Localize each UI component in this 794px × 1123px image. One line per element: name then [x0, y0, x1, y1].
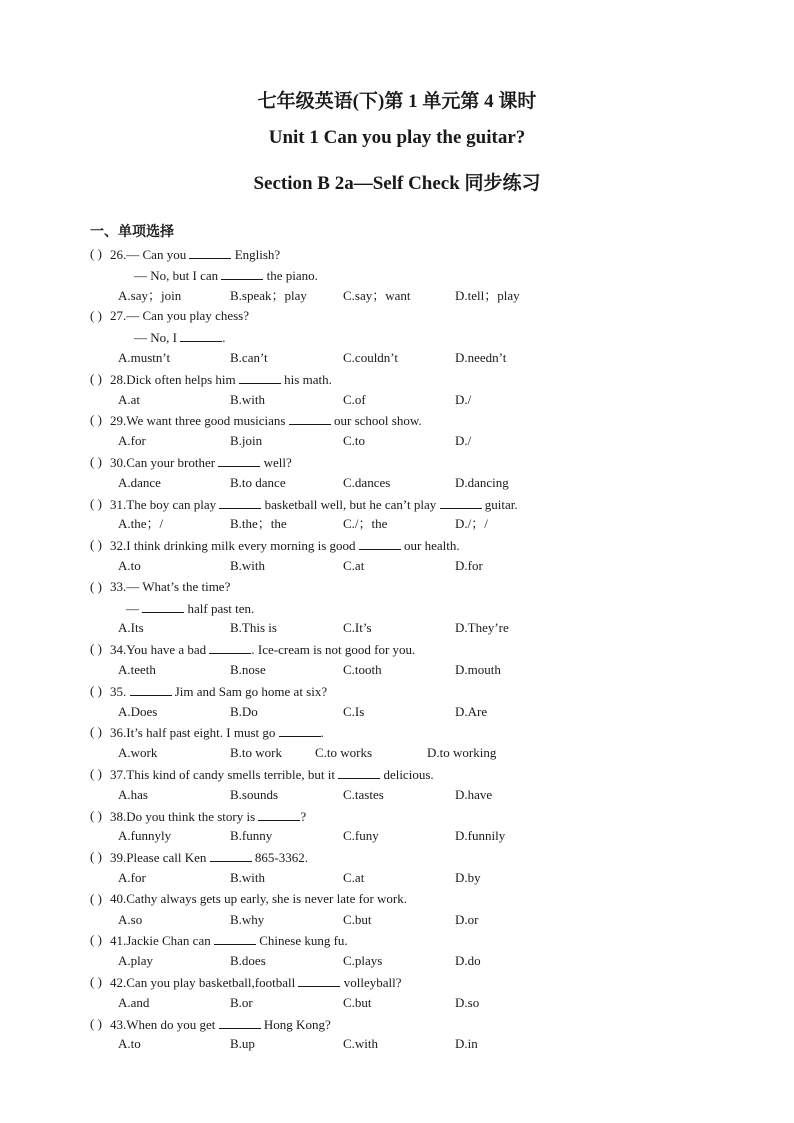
answer-bracket[interactable]: ( ): [90, 807, 102, 823]
question-stem: [110, 974, 401, 991]
answer-option[interactable]: D.have: [455, 786, 493, 802]
answer-option[interactable]: A.to: [118, 558, 141, 573]
answer-blank: [298, 974, 340, 987]
answer-option[interactable]: D.for: [455, 558, 483, 573]
question-stem: [110, 308, 249, 324]
question-stem: [110, 766, 434, 783]
answer-option[interactable]: D.in: [455, 1036, 478, 1052]
answer-blank: [218, 454, 260, 467]
answer-option[interactable]: C.funy: [343, 828, 379, 844]
answer-option[interactable]: C.of: [343, 391, 366, 407]
answer-option[interactable]: A.work: [118, 745, 158, 761]
answer-option[interactable]: B.with: [230, 558, 266, 573]
answer-option[interactable]: B.This is: [230, 620, 277, 636]
answer-option[interactable]: A.for: [118, 433, 146, 449]
stem-text: 43.When do you get: [110, 1016, 219, 1032]
answer-option[interactable]: D.funnily: [455, 828, 506, 844]
answer-option[interactable]: A.for: [118, 870, 146, 885]
stem-text: 40.Cathy always gets up early, she is never late for work.: [110, 890, 407, 906]
answer-option[interactable]: B.up: [230, 1036, 255, 1052]
stem-text: delicious.: [380, 767, 434, 782]
reply-text: half past ten.: [184, 600, 255, 616]
answer-blank: [210, 849, 252, 862]
stem-text: .: [320, 725, 324, 741]
answer-option[interactable]: D.so: [455, 994, 480, 1010]
answer-bracket[interactable]: ( ): [90, 849, 102, 865]
stem-text: 31.The boy can play: [110, 496, 220, 512]
answer-blank: [189, 246, 231, 259]
stem-text: volleyball?: [340, 975, 402, 990]
answer-option[interactable]: C.It’s: [343, 620, 372, 636]
answer-bracket[interactable]: ( ): [90, 578, 102, 594]
answer-option[interactable]: D.They’re: [455, 620, 509, 636]
answer-blank: [221, 267, 263, 280]
answer-option[interactable]: A.teeth: [118, 662, 156, 677]
answer-option[interactable]: B.to dance: [230, 474, 286, 490]
answer-option[interactable]: C.but: [343, 911, 372, 927]
answer-bracket[interactable]: ( ): [90, 308, 102, 324]
answer-blank: [219, 1016, 261, 1029]
answer-option[interactable]: B.does: [230, 953, 266, 969]
answer-option[interactable]: A.has: [118, 786, 148, 802]
reply-text: — No, I: [134, 330, 181, 346]
answer-bracket[interactable]: ( ): [90, 1015, 102, 1031]
answer-bracket[interactable]: ( ): [90, 932, 102, 948]
answer-bracket[interactable]: ( ): [90, 412, 102, 428]
answer-blank: [214, 932, 256, 945]
answer-option[interactable]: B.funny: [230, 828, 273, 844]
answer-option[interactable]: C.couldn’t: [343, 350, 399, 365]
answer-blank: [219, 496, 261, 509]
answer-option[interactable]: A.at: [118, 391, 141, 407]
answer-option[interactable]: B.sounds: [230, 786, 279, 802]
answer-option[interactable]: A.say；join: [118, 287, 182, 303]
answer-option[interactable]: C.to: [343, 433, 366, 449]
answer-option[interactable]: D.Are: [455, 703, 488, 719]
answer-option[interactable]: B.the；the: [230, 516, 287, 532]
answer-option[interactable]: B.nose: [230, 662, 266, 677]
answer-option[interactable]: A.play: [118, 953, 154, 969]
answer-option[interactable]: A.Does: [118, 703, 158, 719]
stem-text: 39.Please call Ken: [110, 850, 210, 866]
stem-text: his math.: [280, 371, 332, 387]
stem-text: guitar.: [481, 496, 518, 512]
answer-option[interactable]: B.why: [230, 911, 265, 927]
answer-blank: [279, 724, 321, 737]
answer-option[interactable]: D./: [455, 391, 472, 407]
answer-option[interactable]: B.Do: [230, 703, 258, 719]
answer-blank: [359, 537, 401, 550]
stem-text: well?: [260, 455, 292, 470]
answer-blank: [142, 600, 184, 613]
question-stem: [110, 808, 306, 825]
answer-option[interactable]: B.with: [230, 391, 266, 407]
answer-option[interactable]: D.do: [455, 953, 481, 969]
answer-option[interactable]: C.at: [343, 558, 365, 573]
unit-title: Unit 1 Can you play the guitar?: [268, 127, 526, 148]
stem-text: . Ice-cream is not good for you.: [251, 642, 416, 658]
answer-option[interactable]: B.speak；play: [230, 287, 307, 303]
answer-blank: [258, 808, 300, 821]
answer-option[interactable]: B.to work: [230, 745, 282, 761]
reply-text: the piano.: [263, 267, 318, 283]
reply-text: — No, but I can: [134, 267, 222, 283]
section-title: Section B 2a—Self Check 同步练习: [253, 173, 541, 194]
answer-blank: [289, 412, 331, 425]
stem-text: 34.You have a bad: [110, 642, 210, 658]
answer-option[interactable]: C.but: [343, 994, 372, 1010]
section-heading: 一、单项选择: [90, 225, 174, 240]
stem-text: our school show.: [330, 413, 422, 429]
stem-text: 27.— Can you play chess?: [110, 308, 250, 324]
answer-option[interactable]: A.so: [118, 911, 143, 927]
answer-bracket[interactable]: ( ): [90, 495, 102, 511]
stem-text: Jim and Sam go home at six?: [171, 683, 328, 699]
dialog-reply: [126, 600, 254, 617]
question-stem: [110, 683, 327, 700]
question-stem: [110, 932, 348, 949]
question-stem: [110, 641, 415, 658]
stem-text: English?: [231, 247, 281, 262]
question-stem: [110, 724, 324, 741]
answer-option[interactable]: D.dancing: [455, 474, 509, 490]
answer-option[interactable]: C.with: [343, 1036, 379, 1052]
question-stem: [110, 537, 460, 554]
answer-option[interactable]: D.to working: [427, 745, 497, 761]
question-stem: [110, 849, 308, 866]
answer-option[interactable]: B.can’t: [230, 350, 268, 365]
answer-bracket[interactable]: ( ): [90, 370, 102, 386]
answer-option[interactable]: C.to works: [315, 745, 373, 761]
answer-option[interactable]: A.to: [118, 1036, 141, 1052]
stem-text: 32.I think drinking milk every morning is good: [110, 538, 359, 554]
answer-option[interactable]: A.Its: [118, 620, 144, 636]
stem-text: 28.Dick often helps him: [110, 371, 239, 387]
answer-option[interactable]: D./: [455, 433, 472, 449]
answer-option[interactable]: C.Is: [343, 703, 365, 719]
dialog-reply: [134, 329, 225, 346]
answer-option[interactable]: C./；the: [343, 516, 388, 532]
reply-text: —: [126, 600, 143, 616]
answer-option[interactable]: D.needn’t: [455, 350, 507, 365]
stem-text: basketball well, but he can’t play: [261, 496, 440, 512]
dialog-reply: [134, 267, 318, 284]
answer-option[interactable]: D.mouth: [455, 662, 501, 677]
answer-blank: [180, 329, 222, 342]
stem-text: 35.: [110, 683, 130, 699]
reply-text: .: [222, 330, 226, 346]
stem-text: 36.It’s half past eight. I must go: [110, 725, 279, 741]
answer-option[interactable]: C.tastes: [343, 786, 384, 802]
stem-text: 865-3362.: [251, 850, 308, 866]
answer-blank: [130, 683, 172, 696]
answer-bracket[interactable]: ( ): [90, 641, 102, 657]
answer-bracket[interactable]: ( ): [90, 537, 102, 553]
answer-option[interactable]: A.the；/: [118, 516, 164, 532]
answer-blank: [338, 766, 380, 779]
answer-option[interactable]: C.dances: [343, 474, 391, 490]
answer-option[interactable]: D.or: [455, 911, 479, 927]
stem-text: 30.Can your brother: [110, 455, 219, 470]
answer-bracket[interactable]: ( ): [90, 682, 102, 698]
stem-text: 41.Jackie Chan can: [110, 933, 214, 949]
answer-blank: [209, 641, 251, 654]
answer-option[interactable]: A.funnyly: [118, 828, 172, 844]
stem-text: Chinese kung fu.: [255, 933, 348, 949]
answer-option[interactable]: D./；/: [455, 516, 488, 532]
stem-text: 38.Do you think the story is: [110, 808, 259, 824]
answer-bracket[interactable]: ( ): [90, 454, 102, 469]
stem-text: 33.— What’s the time?: [110, 578, 231, 594]
answer-bracket[interactable]: ( ): [90, 974, 102, 989]
answer-option[interactable]: D.tell；play: [455, 287, 520, 303]
stem-text: 42.Can you play basketball,football: [110, 975, 299, 990]
worksheet-title: 七年级英语(下)第 1 单元第 4 课时: [257, 91, 537, 112]
stem-text: 26.— Can you: [110, 247, 190, 262]
stem-text: 37.This kind of candy smells terrible, but it: [110, 767, 339, 782]
question-stem: [110, 454, 292, 471]
question-stem: [110, 246, 280, 263]
stem-text: 29.We want three good musicians: [110, 413, 289, 429]
answer-bracket[interactable]: ( ): [90, 766, 102, 781]
answer-blank: [239, 371, 281, 384]
answer-bracket[interactable]: ( ): [90, 724, 102, 740]
answer-option[interactable]: B.or: [230, 994, 253, 1010]
question-stem: [110, 579, 230, 595]
question-stem: [110, 1016, 331, 1033]
answer-option[interactable]: D.by: [455, 870, 481, 885]
question-stem: [110, 412, 422, 429]
answer-bracket[interactable]: ( ): [90, 890, 102, 906]
question-stem: [110, 371, 332, 388]
answer-option[interactable]: C.plays: [343, 953, 383, 969]
answer-option[interactable]: A.mustn’t: [118, 350, 171, 365]
answer-option[interactable]: A.dance: [118, 474, 161, 490]
stem-text: Hong Kong?: [260, 1016, 331, 1032]
question-stem: [110, 891, 407, 907]
answer-option[interactable]: C.say；want: [343, 287, 411, 303]
answer-blank: [440, 496, 482, 509]
answer-option[interactable]: C.tooth: [343, 662, 382, 677]
answer-bracket[interactable]: ( ): [90, 246, 102, 261]
stem-text: our health.: [400, 538, 460, 554]
question-stem: [110, 496, 518, 513]
answer-option[interactable]: B.with: [230, 870, 266, 885]
answer-option[interactable]: C.at: [343, 870, 365, 885]
answer-option[interactable]: B.join: [230, 433, 263, 449]
answer-option[interactable]: A.and: [118, 994, 150, 1010]
stem-text: ?: [300, 808, 307, 824]
